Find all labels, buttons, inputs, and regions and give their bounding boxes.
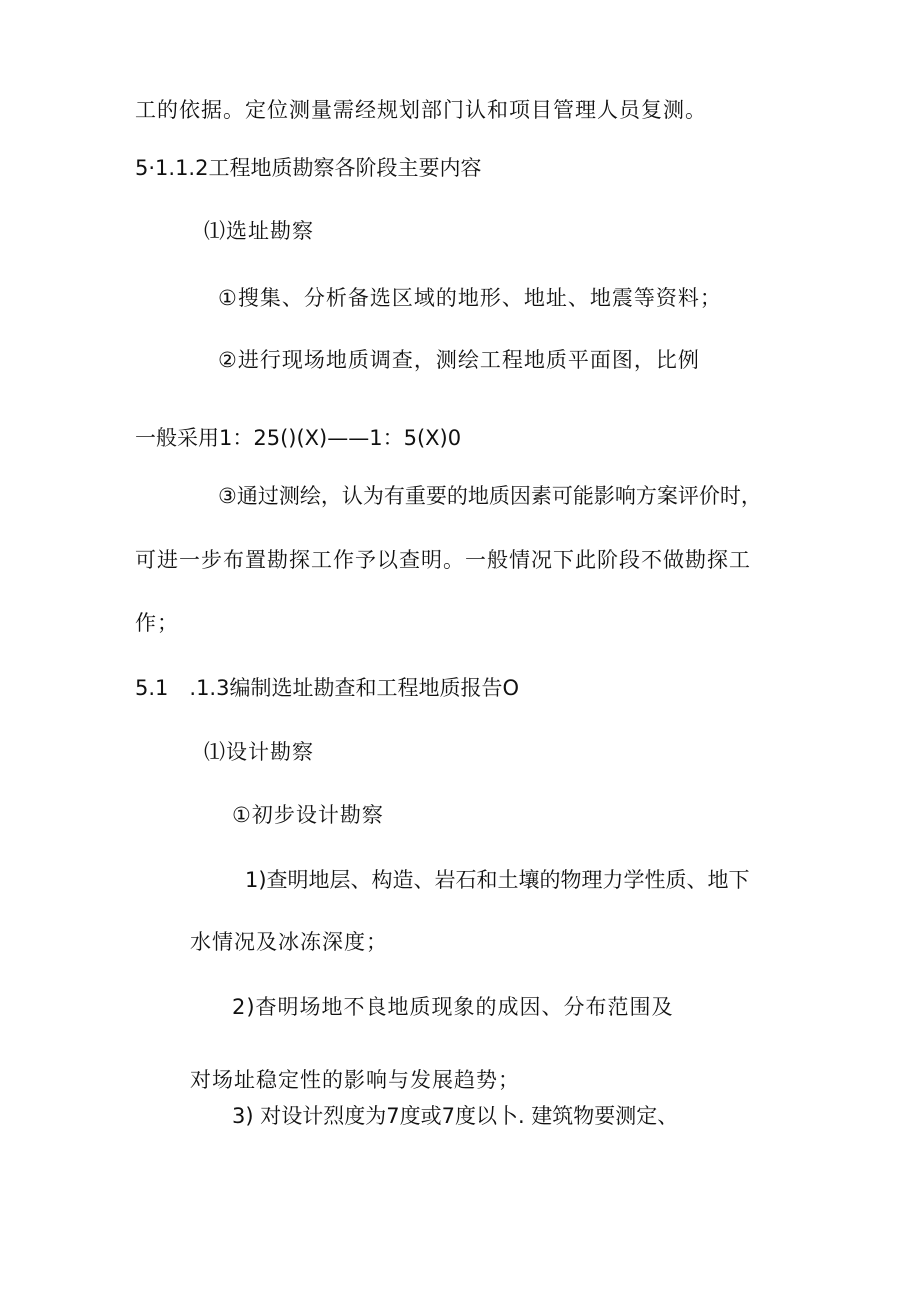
list-item-3: ③通过测绘，认为有重要的地质因素可能影响方案评价时，	[218, 484, 762, 508]
list-item-1: ①搜集、分析备选区域的地形、地址、地震等资料；	[218, 286, 722, 310]
paragraph-line-1: 工的依据。定位测量需经规划部门认和项目管理人员复测。	[135, 98, 707, 122]
list-item-3-continuation: 可进一步布置勘探工作予以查明。一般情况下此阶段不做勘探工	[135, 548, 751, 572]
subheading-design-survey: ⑴设计勘察	[204, 740, 314, 764]
list-item-2: ②进行现场地质调查，测绘工程地质平面图，比例	[218, 348, 700, 372]
section-heading-5-1-1-3: 5.1 .1.3编制选址勘查和工程地质报告O	[135, 676, 519, 700]
subheading-site-selection-survey: ⑴选址勘察	[204, 219, 314, 243]
numbered-item-1: 1)查明地层、构造、岩石和土壤的物理力学性质、地下	[245, 868, 750, 892]
list-item-3-end: 作；	[135, 611, 179, 635]
numbered-item-3: 3) 对设计烈度为7度或7度以卜. 建筑物要测定、	[232, 1104, 679, 1128]
list-item-2-continuation: 一般采用1：25()(X)——1：5(X)0	[135, 426, 462, 450]
numbered-item-1-continuation: 水情况及冰冻深度；	[190, 930, 388, 954]
numbered-item-2: 2)杳明场地不良地质现象的成因、分布范围及	[232, 995, 674, 1019]
sub-subheading-preliminary-design-survey: ①初步设计勘察	[232, 803, 384, 827]
numbered-item-2-continuation: 对场址稳定性的影响与发展趋势；	[190, 1068, 520, 1092]
section-heading-5-1-1-2: 5·1.1.2工程地质勘察各阶段主要内容	[135, 156, 482, 180]
